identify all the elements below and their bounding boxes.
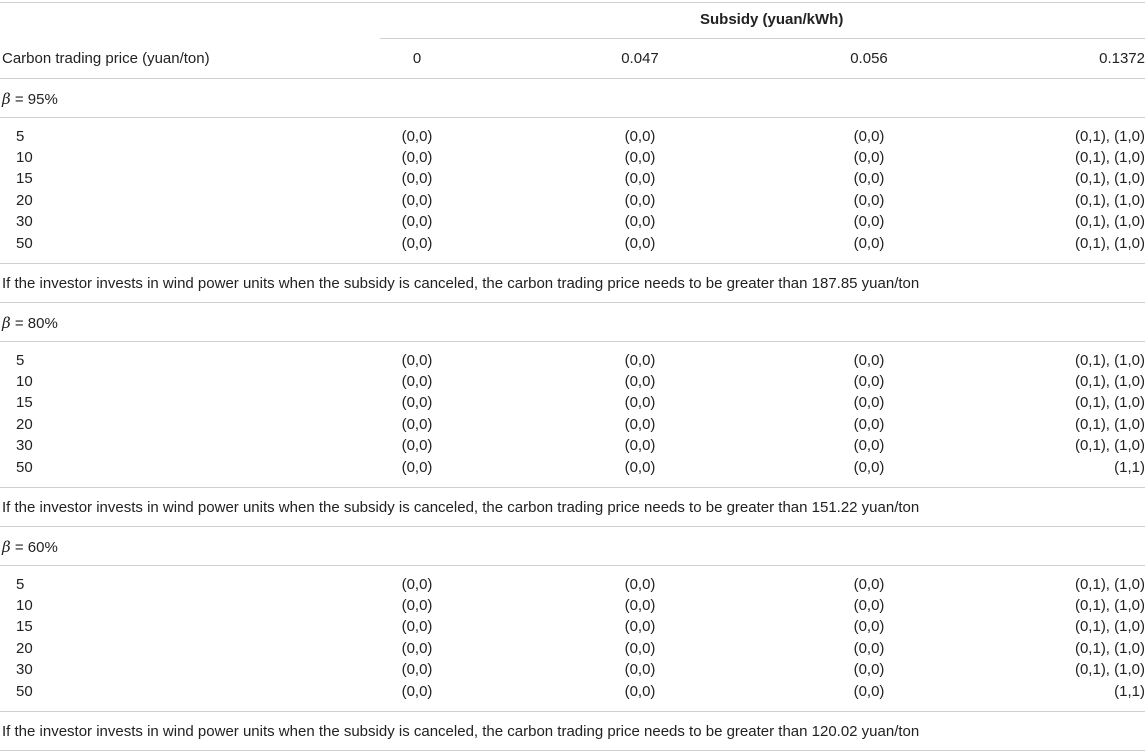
strategy-cell: (0,1), (1,0) — [1074, 661, 1145, 678]
strategy-cell: (0,1), (1,0) — [1074, 192, 1145, 209]
section-rule — [0, 526, 1145, 527]
strategy-cell: (0,1), (1,0) — [1074, 437, 1145, 454]
strategy-cell: (0,0) — [853, 352, 885, 369]
section-note: If the investor invests in wind power units when the subsidy is canceled, the carbon trading price needs to be greater than 151.22 yuan/ton — [2, 499, 920, 516]
price-cell: 5 — [16, 352, 25, 369]
strategy-cell: (0,0) — [401, 394, 433, 411]
strategy-cell: (0,1), (1,0) — [1074, 576, 1145, 593]
strategy-cell: (0,0) — [853, 683, 885, 700]
price-cell: 15 — [16, 394, 33, 411]
strategy-cell: (0,0) — [401, 128, 433, 145]
price-cell: 20 — [16, 416, 33, 433]
subsidy-col-0: 0 — [412, 50, 422, 67]
strategy-cell: (0,0) — [624, 661, 656, 678]
strategy-cell: (0,0) — [853, 640, 885, 657]
strategy-cell: (0,1), (1,0) — [1074, 618, 1145, 635]
strategy-cell: (0,0) — [624, 618, 656, 635]
strategy-cell: (0,1), (1,0) — [1074, 640, 1145, 657]
price-cell: 5 — [16, 128, 25, 145]
strategy-cell: (0,0) — [853, 373, 885, 390]
strategy-cell: (0,0) — [401, 149, 433, 166]
strategy-cell: (0,0) — [624, 576, 656, 593]
strategy-cell: (0,1), (1,0) — [1074, 170, 1145, 187]
price-cell: 30 — [16, 213, 33, 230]
strategy-cell: (0,0) — [853, 661, 885, 678]
strategy-cell: (0,0) — [401, 437, 433, 454]
price-cell: 50 — [16, 235, 33, 252]
strategy-cell: (0,0) — [624, 459, 656, 476]
subsidy-col-3: 0.1372 — [1099, 50, 1145, 67]
table-bottom-rule — [0, 750, 1145, 751]
subsidy-col-2: 0.056 — [850, 50, 888, 67]
strategy-cell: (0,0) — [401, 416, 433, 433]
strategy-cell: (0,1), (1,0) — [1074, 394, 1145, 411]
strategy-cell: (0,0) — [853, 149, 885, 166]
strategy-cell: (0,0) — [853, 597, 885, 614]
strategy-cell: (0,0) — [624, 170, 656, 187]
price-cell: 10 — [16, 597, 33, 614]
strategy-cell: (0,0) — [624, 437, 656, 454]
strategy-cell: (0,0) — [853, 213, 885, 230]
strategy-cell: (0,0) — [401, 661, 433, 678]
strategy-cell: (0,0) — [853, 618, 885, 635]
price-cell: 15 — [16, 170, 33, 187]
strategy-cell: (0,0) — [624, 352, 656, 369]
table-top-rule — [0, 2, 1145, 3]
strategy-cell: (0,0) — [624, 373, 656, 390]
strategy-cell: (0,0) — [624, 128, 656, 145]
subsidy-header-rule — [380, 38, 1145, 39]
section-rule — [0, 117, 1145, 118]
strategy-cell: (0,0) — [401, 373, 433, 390]
header-bottom-rule — [0, 78, 1145, 79]
strategy-cell: (0,1), (1,0) — [1074, 149, 1145, 166]
subsidy-col-1: 0.047 — [621, 50, 659, 67]
strategy-cell: (0,0) — [401, 640, 433, 657]
strategy-cell: (0,0) — [401, 192, 433, 209]
strategy-cell: (0,1), (1,0) — [1074, 597, 1145, 614]
strategy-cell: (0,1), (1,0) — [1074, 416, 1145, 433]
price-cell: 20 — [16, 192, 33, 209]
strategy-cell: (0,0) — [401, 618, 433, 635]
strategy-cell: (0,0) — [624, 213, 656, 230]
price-cell: 10 — [16, 149, 33, 166]
strategy-cell: (0,1), (1,0) — [1074, 213, 1145, 230]
section-rule — [0, 263, 1145, 264]
strategy-cell: (0,1), (1,0) — [1074, 373, 1145, 390]
section-rule — [0, 565, 1145, 566]
subsidy-header: Subsidy (yuan/kWh) — [700, 11, 844, 28]
strategy-cell: (0,0) — [401, 235, 433, 252]
strategy-cell: (0,0) — [853, 459, 885, 476]
strategy-cell: (0,0) — [401, 597, 433, 614]
section-rule — [0, 487, 1145, 488]
strategy-cell: (0,0) — [853, 170, 885, 187]
section-beta-label: β = 60% — [2, 538, 58, 556]
strategy-cell: (0,0) — [853, 394, 885, 411]
strategy-cell: (0,0) — [853, 235, 885, 252]
strategy-cell: (0,0) — [624, 235, 656, 252]
strategy-cell: (0,0) — [853, 192, 885, 209]
section-note: If the investor invests in wind power units when the subsidy is canceled, the carbon trading price needs to be greater than 187.85 yuan/ton — [2, 275, 920, 292]
price-cell: 15 — [16, 618, 33, 635]
strategy-cell: (0,0) — [401, 213, 433, 230]
carbon-price-header: Carbon trading price (yuan/ton) — [2, 50, 210, 67]
strategy-cell: (1,1) — [1114, 683, 1145, 700]
strategy-cell: (0,0) — [624, 597, 656, 614]
section-beta-label: β = 95% — [2, 90, 58, 108]
strategy-cell: (0,1), (1,0) — [1074, 352, 1145, 369]
price-cell: 10 — [16, 373, 33, 390]
strategy-cell: (1,1) — [1114, 459, 1145, 476]
strategy-cell: (0,0) — [624, 683, 656, 700]
strategy-cell: (0,0) — [401, 576, 433, 593]
price-cell: 5 — [16, 576, 25, 593]
strategy-cell: (0,0) — [624, 416, 656, 433]
price-cell: 30 — [16, 661, 33, 678]
price-cell: 50 — [16, 459, 33, 476]
strategy-cell: (0,0) — [624, 640, 656, 657]
strategy-cell: (0,0) — [401, 459, 433, 476]
strategy-cell: (0,0) — [853, 437, 885, 454]
price-cell: 30 — [16, 437, 33, 454]
strategy-cell: (0,1), (1,0) — [1074, 128, 1145, 145]
strategy-cell: (0,0) — [624, 149, 656, 166]
section-rule — [0, 341, 1145, 342]
strategy-cell: (0,0) — [401, 170, 433, 187]
price-cell: 20 — [16, 640, 33, 657]
price-cell: 50 — [16, 683, 33, 700]
section-rule — [0, 302, 1145, 303]
strategy-cell: (0,0) — [853, 576, 885, 593]
strategy-cell: (0,0) — [401, 683, 433, 700]
strategy-cell: (0,0) — [624, 192, 656, 209]
strategy-cell: (0,0) — [853, 416, 885, 433]
section-note: If the investor invests in wind power units when the subsidy is canceled, the carbon trading price needs to be greater than 120.02 yuan/ton — [2, 723, 920, 740]
strategy-cell: (0,0) — [401, 352, 433, 369]
section-beta-label: β = 80% — [2, 314, 58, 332]
strategy-cell: (0,1), (1,0) — [1074, 235, 1145, 252]
strategy-cell: (0,0) — [853, 128, 885, 145]
strategy-cell: (0,0) — [624, 394, 656, 411]
section-rule — [0, 711, 1145, 712]
